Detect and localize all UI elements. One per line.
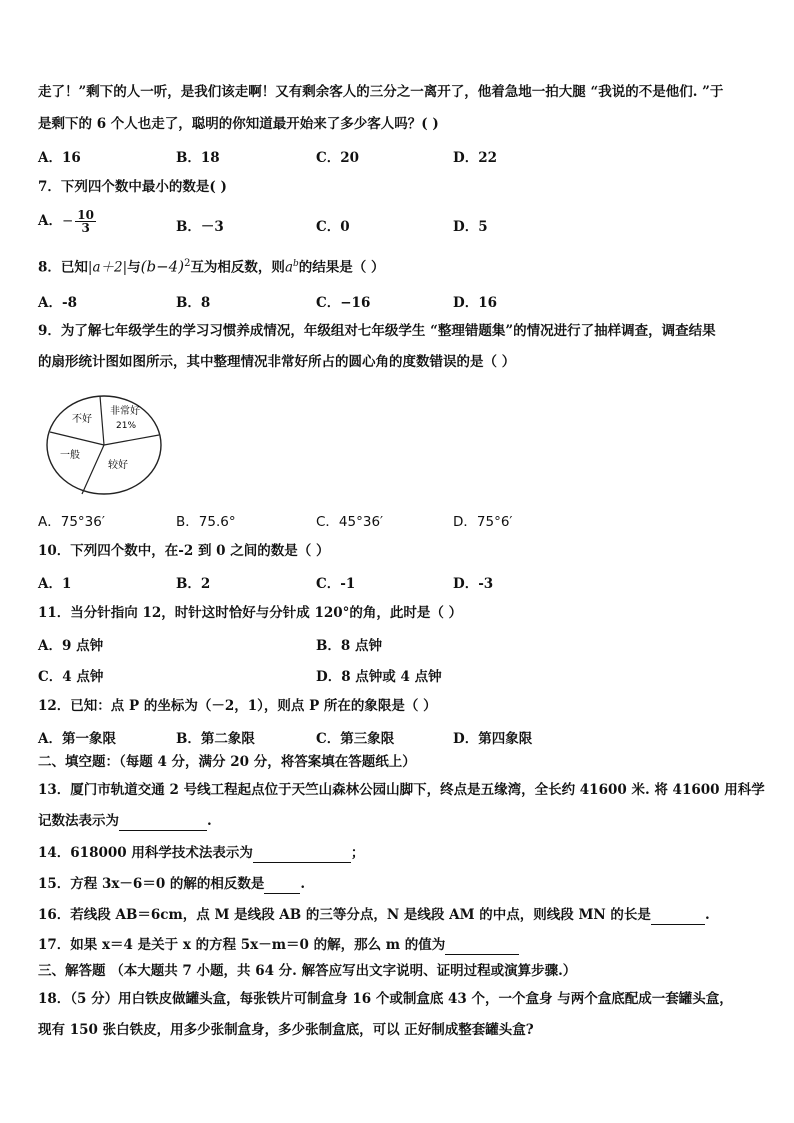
q12-option-b: B．第二象限 — [176, 731, 255, 747]
q15-end: . — [300, 876, 306, 892]
q9-pie-svg — [40, 390, 168, 502]
q11-option-b: B．8 点钟 — [316, 638, 383, 654]
q8-power-exponent: b — [293, 259, 299, 269]
q16-answer-blank[interactable] — [651, 910, 705, 925]
q9-text-line2: 的扇形统计图如图所示，其中整理情况非常好所占的圆心角的度数错误的是（ ） — [38, 354, 516, 370]
q10-option-d: D．-3 — [453, 576, 494, 592]
section-fill-in-heading: 二、填空题：（每题 4 分，满分 20 分，将答案填在答题纸上） — [38, 754, 416, 770]
q8-text-2: 与 — [127, 259, 141, 276]
q8-power-base: a — [284, 259, 293, 276]
q18-text-line1: 18．（5 分）用白铁皮做罐头盒，每张铁片可制盒身 16 个或制盒底 43 个，一个盒身 与两个盒底配成一套罐头盒， — [38, 991, 733, 1007]
q13-text-line2 — [38, 811, 764, 831]
q7-stem: 7．下列四个数中最小的数是( ) — [38, 179, 227, 195]
pie-label-not-good: 不好 — [72, 414, 92, 425]
q14-answer-blank[interactable] — [253, 848, 351, 863]
q7-option-c: C．0 — [316, 219, 350, 235]
q8-option-d: D．16 — [453, 295, 497, 311]
q11-option-d: D．8 点钟或 4 点钟 — [316, 669, 442, 685]
q16-stem: 16．若线段 AB＝6cm，点 M 是线段 AB 的三等分点，N 是线段 AM 的中点，则线段 MN 的长是 — [38, 907, 651, 923]
q14-end: ； — [350, 845, 365, 861]
q7-fraction-numerator: 10 — [77, 208, 94, 222]
q6-option-c: C．20 — [316, 150, 360, 166]
q6-options — [38, 146, 764, 166]
q9-option-d: D．75°6′ — [453, 514, 513, 530]
q10-option-c: C．-1 — [316, 576, 356, 592]
pie-label-good: 较好 — [108, 460, 128, 471]
section-answer-heading: 三、解答题 （本大题共 7 小题，共 64 分. 解答应写出文字说明、证明过程或演算步骤.） — [38, 963, 577, 979]
q11-options-row2 — [38, 665, 764, 685]
q10-stem: 10．下列四个数中，在-2 到 0 之间的数是（ ） — [38, 543, 330, 559]
q16-line — [38, 905, 764, 925]
q8-option-b: B．8 — [176, 295, 211, 311]
q8-text-1: 8．已知 — [38, 259, 88, 276]
q8-text-3: 互为相反数，则 — [190, 259, 285, 276]
q9-text-line1: 9．为了解七年级学生的学习习惯养成情况，年级组对七年级学生 “整理错题集”的情况进行了抽样调查，调查结果 — [38, 323, 716, 339]
q13-answer-blank[interactable] — [119, 816, 207, 831]
q10-option-a: A．1 — [38, 576, 72, 592]
q11-option-a: A．9 点钟 — [38, 638, 104, 654]
q9-option-a: A．75°36′ — [38, 514, 105, 530]
q8-options — [38, 291, 764, 311]
q18-text-line2: 现有 150 张白铁皮，用多少张制盒身，多少张制盒底，可以 正好制成整套罐头盒? — [38, 1022, 534, 1038]
q11-options-row1 — [38, 634, 764, 654]
q13-text-end: . — [207, 813, 212, 829]
q11-option-c: C．4 点钟 — [38, 669, 104, 685]
q17-line — [38, 935, 764, 955]
q14-stem: 14．618000 用科学技术法表示为 — [38, 845, 253, 861]
q8-option-a: A．-8 — [38, 295, 77, 311]
q7-option-a — [38, 209, 98, 234]
pie-label-very-good-percent: 21% — [116, 421, 137, 431]
q8-option-c: C．−16 — [316, 295, 371, 311]
pie-label-average: 一般 — [60, 450, 80, 461]
q8-paren-expression: (b−4) — [140, 257, 185, 276]
q13-text-line1: 13．厦门市轨道交通 2 号线工程起点位于天竺山森林公园山脚下，终点是五缘湾，全长约 41600 米. 将 41600 用科学 — [38, 782, 765, 798]
q14-line — [38, 843, 764, 863]
q8-abs-expression: |a＋2| — [87, 259, 128, 276]
q7-option-a-fraction — [75, 209, 96, 234]
q9-options — [38, 510, 764, 530]
q15-line — [38, 874, 764, 894]
q6-option-d: D．22 — [453, 150, 497, 166]
q12-option-a: A．第一象限 — [38, 731, 116, 747]
q8-exponent: 2 — [184, 258, 191, 269]
q16-end: . — [704, 907, 710, 923]
q13-text-prefix: 记数法表示为 — [38, 813, 119, 829]
q15-stem: 15．方程 3x－6＝0 的解的相反数是 — [38, 876, 265, 892]
q12-option-c: C．第三象限 — [316, 731, 395, 747]
q10-options — [38, 572, 764, 592]
q15-answer-blank[interactable] — [264, 879, 300, 894]
q12-stem: 12．已知：点 P 的坐标为（－2，1），则点 P 所在的象限是（ ） — [38, 698, 437, 714]
q7-option-b: B．－3 — [176, 219, 224, 235]
q10-option-b: B．2 — [176, 576, 211, 592]
q9-pie-chart — [40, 390, 168, 502]
pie-label-very-good: 非常好 — [110, 406, 140, 417]
q17-stem: 17．如果 x＝4 是关于 x 的方程 5x－m＝0 的解，那么 m 的值为 — [38, 937, 446, 953]
q7-option-a-sign: − — [61, 213, 74, 229]
q12-option-d: D．第四象限 — [453, 731, 533, 747]
q12-options — [38, 727, 764, 747]
q9-option-b: B．75.6° — [176, 514, 236, 530]
q8-text-4: 的结果是（ ） — [298, 259, 385, 276]
q17-answer-blank[interactable] — [445, 940, 519, 955]
q7-option-a-label: A． — [38, 213, 62, 229]
q11-stem: 11．当分针指向 12，时针这时恰好与分针成 120°的角，此时是（ ） — [38, 605, 463, 621]
q6-text-line1: 走了！”剩下的人一听，是我们该走啊！又有剩余客人的三分之一离开了，他着急地一拍大腿 “我说的不是他们. ”于 — [38, 84, 724, 100]
q7-fraction-denominator: 3 — [81, 221, 90, 235]
q8-stem — [38, 254, 764, 278]
q7-option-d: D．5 — [453, 219, 488, 235]
q6-text-line2: 是剩下的 6 个人也走了，聪明的你知道最开始来了多少客人吗？( ) — [38, 116, 439, 132]
q6-option-a: A．16 — [38, 150, 81, 166]
q9-option-c: C．45°36′ — [316, 514, 384, 530]
q7-options — [38, 208, 764, 238]
q6-option-b: B．18 — [176, 150, 220, 166]
